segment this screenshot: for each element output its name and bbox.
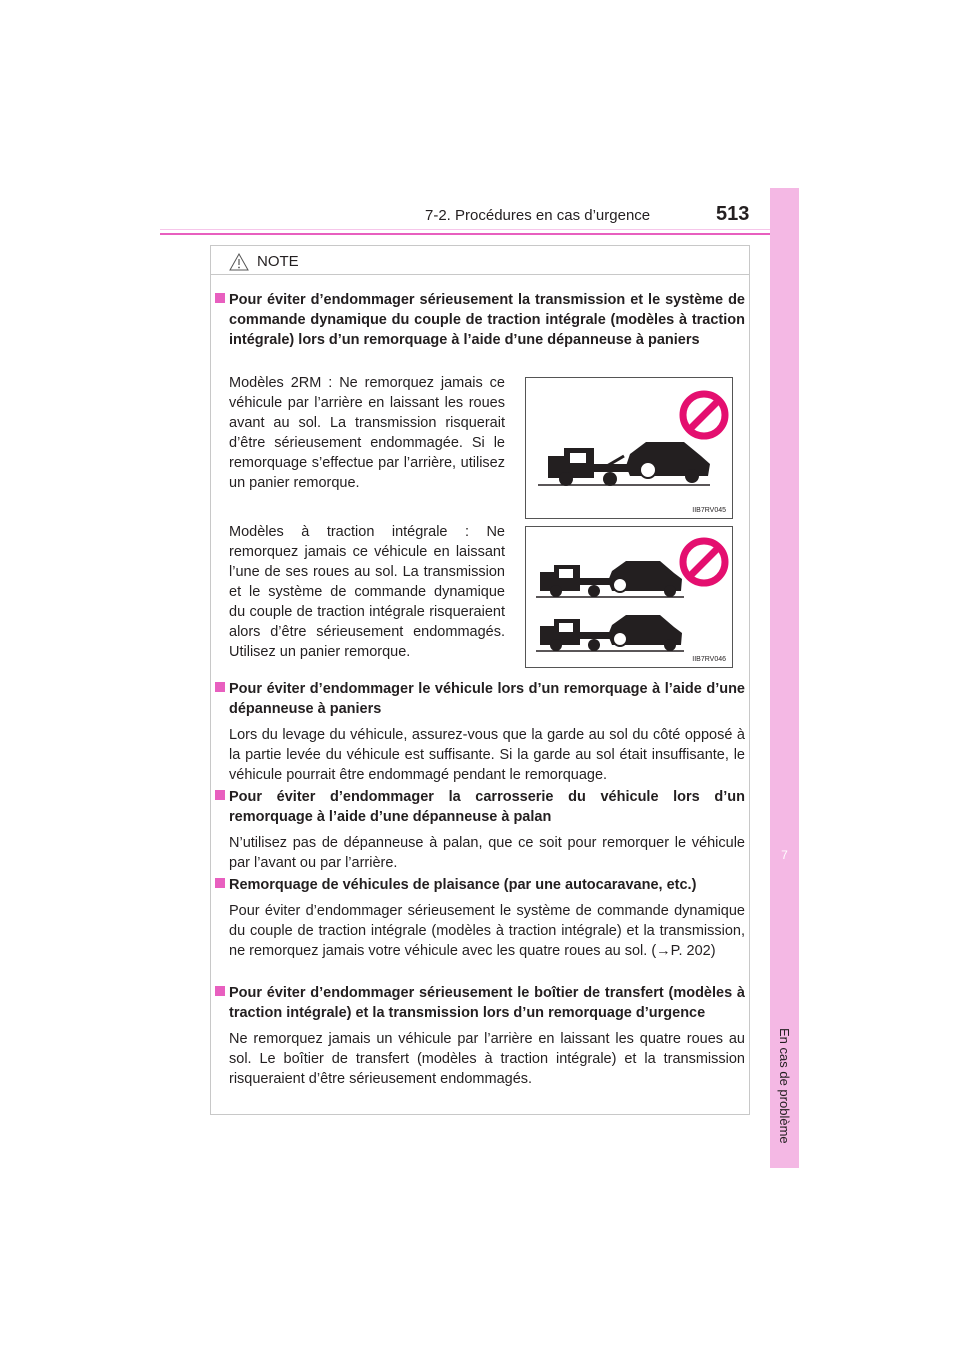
note-label: NOTE <box>257 253 299 270</box>
figure-code: IIB7RV045 <box>692 507 726 514</box>
chapter-number: 7 <box>781 848 788 862</box>
warning-icon <box>229 253 249 271</box>
square-bullet-icon <box>215 790 225 800</box>
header-thin-line <box>160 229 799 230</box>
note-item <box>215 983 745 1089</box>
note-item-heading: Pour éviter d’endommager sérieusement la transmission et le système de commande dynamique du couple de traction intégrale (modèles à traction intégrale) lors d’un remorquage à l’aide d’une dépanneuse à paniers <box>229 292 745 348</box>
note-item-body: Pour éviter d’endommager sérieusement le système de commande dynamique du couple de traction intégrale (modèles à traction intégrale) et la transmission, ne remorquez jamais votre véhicule avec les quatre roues au sol. (→P. 202) <box>229 903 745 959</box>
note-item-body: N’utilisez pas de dépanneuse à palan, que ce soit pour remorquer le véhicule par l’avant ou par l’arrière. <box>229 835 745 871</box>
chapter-side-tab[interactable] <box>770 188 799 1168</box>
note-item-body: Ne remorquez jamais un véhicule par l’arrière en laissant les quatre roues au sol. Le boîtier de transfert (modèles à traction intégrale) et la transmission risqueraient d’être sérieusement endommagés. <box>229 1031 745 1087</box>
chapter-title: En cas de problème <box>777 1028 792 1144</box>
figure-code: IIB7RV046 <box>692 656 726 663</box>
figure-text: Modèles à traction intégrale : Ne remorquez jamais ce véhicule en laissant l’une de ses roues au sol. La transmission et le système de commande dynamique du couple de traction intégrale risqueraient alors d’être sérieusement endommagés. Utilisez un panier remorque. <box>229 524 505 660</box>
square-bullet-icon <box>215 986 225 996</box>
section-title: 7-2. Procédures en cas d’urgence <box>425 207 651 224</box>
towing-illustration <box>526 378 732 518</box>
note-item-heading: Pour éviter d’endommager sérieusement le boîtier de transfert (modèles à traction intégrale) et la transmission lors d’un remorquage d’urgence <box>229 985 745 1021</box>
square-bullet-icon <box>215 293 225 303</box>
note-item <box>215 875 745 961</box>
note-item-heading: Pour éviter d’endommager la carrosserie du véhicule lors d’un remorquage à l’aide d’une dépanneuse à palan <box>229 789 745 825</box>
note-item <box>215 787 745 873</box>
figure-text: Modèles 2RM : Ne remorquez jamais ce véhicule par l’arrière en laissant les roues avant au sol. La transmission risquerait d’être sérieusement endommagée. Si le remorquage s’effectue par l’arrière, utilisez un panier remorque. <box>229 375 505 491</box>
towing-illustration <box>526 527 732 667</box>
page-number: 513 <box>716 203 750 225</box>
note-header <box>211 246 749 275</box>
note-item-heading: Remorquage de véhicules de plaisance (par une autocaravane, etc.) <box>229 877 697 893</box>
towing-figure-4wd <box>525 526 733 668</box>
note-item-body: Lors du levage du véhicule, assurez-vous que la garde au sol du côté opposé à la partie levée du véhicule est suffisante. Si la garde au sol était insuffisante, le véhicule pourrait être endommagé pendant le remorquage. <box>229 727 745 783</box>
note-box <box>210 245 750 1115</box>
note-item-heading: Pour éviter d’endommager le véhicule lors d’un remorquage à l’aide d’une dépanneuse à paniers <box>229 681 745 717</box>
note-item <box>215 290 745 350</box>
square-bullet-icon <box>215 682 225 692</box>
header-rule <box>160 233 799 235</box>
note-item <box>215 679 745 785</box>
square-bullet-icon <box>215 878 225 888</box>
towing-figure-2wd <box>525 377 733 519</box>
